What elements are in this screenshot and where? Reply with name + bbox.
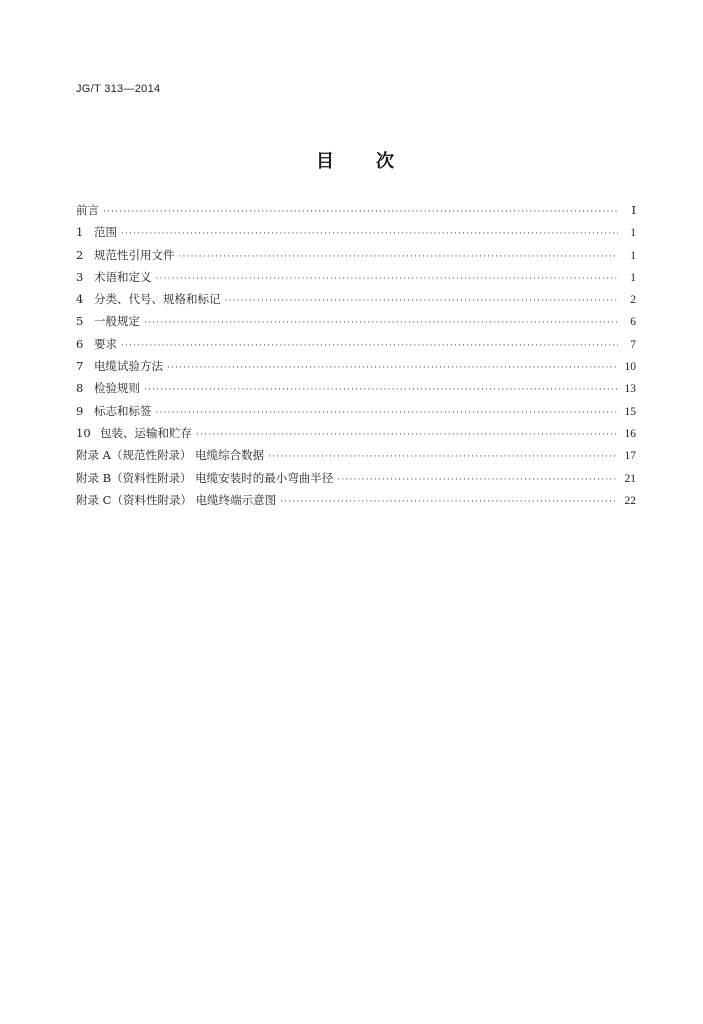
standard-code: JG/T 313—2014 (76, 83, 161, 95)
toc-entry-page: 15 (624, 405, 636, 418)
dot-leader (144, 385, 618, 395)
dot-leader (167, 363, 618, 373)
toc-entry-page: 16 (624, 427, 636, 440)
toc-entry-7[interactable] (76, 358, 636, 380)
toc-entry-number: 8 (76, 381, 84, 396)
toc-entry-page: 2 (630, 294, 636, 307)
toc-entry-number: 7 (76, 359, 84, 374)
toc-entry-title: 电缆试验方法 (94, 359, 163, 374)
toc-entry-page: 1 (630, 227, 636, 240)
toc-entry-page: 1 (630, 271, 636, 284)
toc-entry-label (76, 403, 152, 419)
toc-entry-10[interactable] (76, 425, 636, 447)
toc-title (316, 147, 394, 173)
toc-entry-title: 范围 (94, 225, 117, 240)
toc-title-char: 目 (316, 151, 334, 172)
toc-entry-number: 2 (76, 247, 84, 262)
dot-leader (156, 408, 619, 418)
toc-entry-appendix-a[interactable] (76, 447, 636, 469)
toc-entry-title: 前言 (76, 203, 99, 217)
toc-entry-label (76, 291, 221, 307)
toc-entry-appendix-c[interactable] (76, 492, 636, 514)
toc-entry-page: 7 (630, 338, 636, 351)
dot-leader (121, 341, 618, 351)
toc-entry-label (76, 224, 117, 240)
toc-entry-8[interactable] (76, 380, 636, 402)
toc-entry-title: 附录 A（规范性附录） 电缆综合数据 (76, 448, 265, 463)
toc-entry-4[interactable] (76, 291, 636, 313)
toc-entry-title: 一般规定 (94, 314, 140, 329)
toc-entry-title: 要求 (94, 336, 117, 351)
toc-entry-page: 10 (624, 361, 636, 374)
toc-entry-title: 包装、运输和贮存 (100, 425, 192, 440)
dot-leader (225, 296, 619, 306)
toc-entry-page: Ⅰ (631, 205, 636, 217)
toc-entry-title: 附录 C（资料性附录） 电缆终端示意图 (76, 492, 277, 507)
toc-entry-page: 17 (624, 450, 636, 463)
toc-entry-label (76, 269, 152, 285)
toc-entry-5[interactable] (76, 313, 636, 335)
toc-entry-number: 5 (76, 314, 84, 329)
dot-leader (337, 475, 618, 485)
toc-title-char: 次 (376, 151, 394, 172)
toc-entry-title: 标志和标签 (94, 403, 152, 418)
toc-entry-6[interactable] (76, 336, 636, 358)
toc-entry-page: 22 (624, 494, 636, 507)
dot-leader (156, 274, 619, 284)
toc-entry-foreword[interactable] (76, 202, 636, 224)
toc-entry-2[interactable] (76, 247, 636, 269)
dot-leader (268, 452, 618, 462)
toc-entry-3[interactable] (76, 269, 636, 291)
dot-leader (103, 207, 618, 217)
toc-entry-9[interactable] (76, 403, 636, 425)
toc-entry-label (76, 313, 140, 329)
dot-leader (280, 497, 618, 507)
toc-entry-label (76, 358, 163, 374)
toc-entry-appendix-b[interactable] (76, 470, 636, 492)
toc-entry-number: 10 (76, 425, 91, 440)
toc-entry-page: 21 (624, 472, 636, 485)
toc-entry-label (76, 425, 192, 441)
toc-entry-label (76, 247, 175, 263)
toc-entry-page: 13 (624, 383, 636, 396)
toc-entry-title: 术语和定义 (94, 269, 152, 284)
toc-list (76, 202, 636, 514)
toc-entry-label (76, 380, 140, 396)
toc-entry-label (76, 336, 117, 352)
toc-entry-number: 1 (76, 225, 84, 240)
toc-entry-title: 附录 B（资料性附录） 电缆安装时的最小弯曲半径 (76, 470, 334, 485)
toc-entry-label (76, 447, 264, 463)
toc-entry-title: 分类、代号、规格和标记 (94, 292, 221, 307)
dot-leader (144, 318, 618, 328)
dot-leader (196, 430, 618, 440)
toc-entry-label (76, 470, 333, 486)
toc-entry-number: 6 (76, 336, 84, 351)
toc-entry-label (76, 202, 99, 218)
toc-entry-title: 检验规则 (94, 381, 140, 396)
toc-entry-page: 1 (630, 249, 636, 262)
toc-entry-page: 6 (630, 316, 636, 329)
toc-entry-label (76, 492, 276, 508)
dot-leader (121, 229, 618, 239)
toc-entry-1[interactable] (76, 224, 636, 246)
toc-entry-number: 4 (76, 292, 84, 307)
dot-leader (179, 252, 619, 262)
toc-entry-number: 3 (76, 269, 84, 284)
toc-entry-title: 规范性引用文件 (94, 247, 175, 262)
toc-entry-number: 9 (76, 403, 84, 418)
